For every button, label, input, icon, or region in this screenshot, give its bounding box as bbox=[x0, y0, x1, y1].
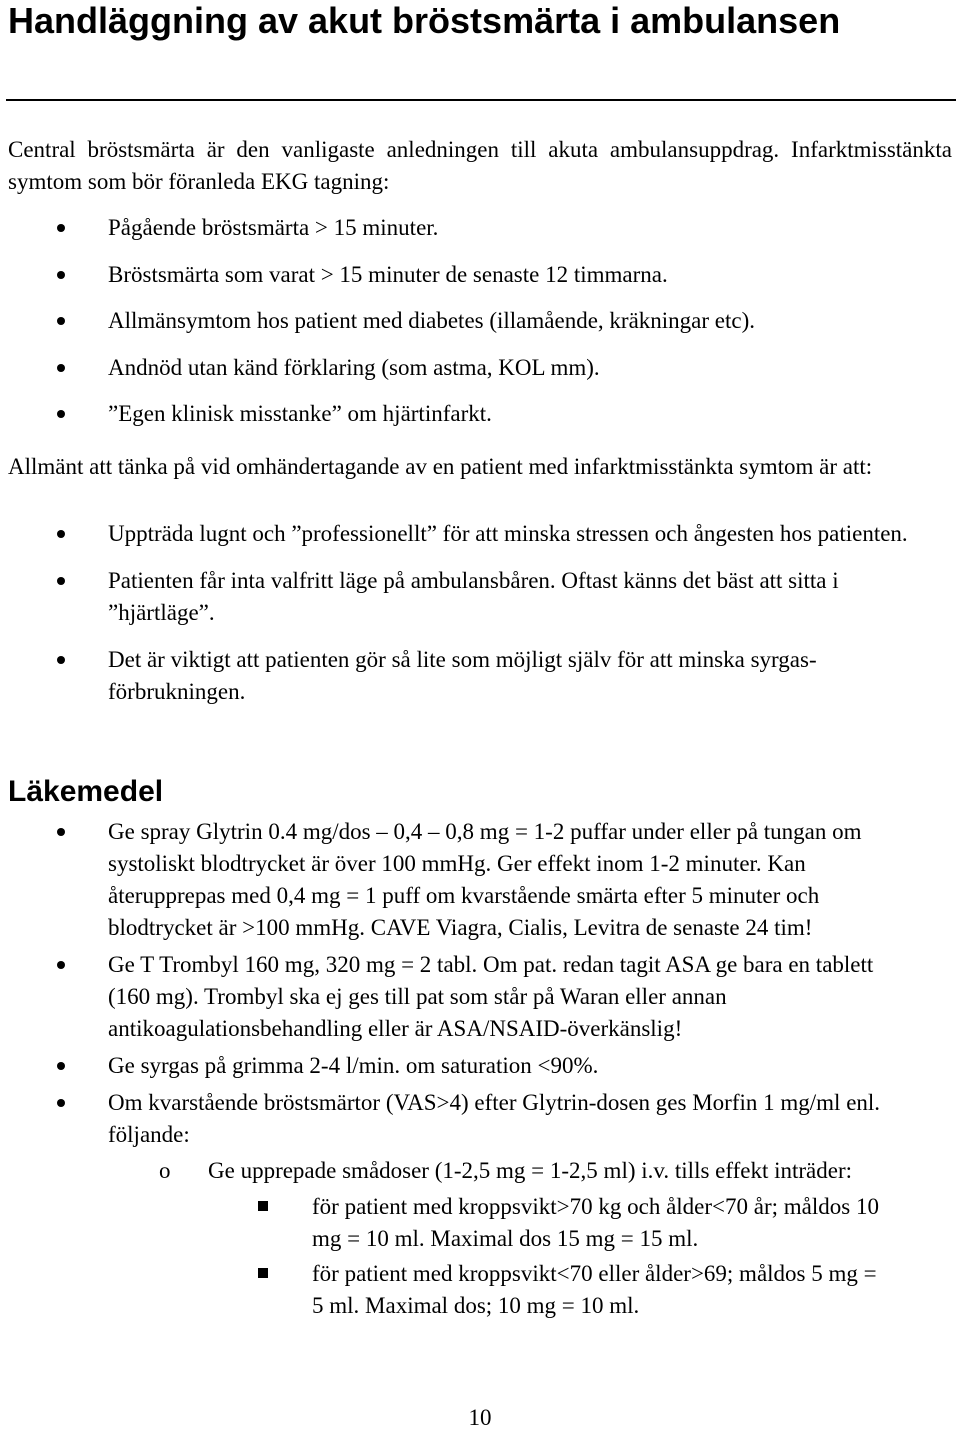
page-number: 10 bbox=[468, 1405, 492, 1430]
sublist-item: för patient med kroppsvikt<70 eller ålder>69; måldos 5 mg = 5 ml. Maximal dos; 10 mg = 10 ml. bbox=[208, 1258, 920, 1322]
circle-bullet-icon: o bbox=[159, 1158, 171, 1183]
list-item: Allmänsymtom hos patient med diabetes (illamående, kräkningar etc). bbox=[0, 305, 960, 337]
intro-paragraph: Central bröstsmärta är den vanligaste anledningen till akuta ambulansuppdrag. Infarktmisstänkta symtom som bör föranleda EKG tagning: bbox=[8, 137, 952, 194]
morphine-sublist bbox=[108, 1155, 920, 1322]
page-title: Handläggning av akut bröstsmärta i ambulansen bbox=[8, 0, 841, 41]
list-item: Uppträda lugnt och ”professionellt” för att minska stressen och ångesten hos patienten. bbox=[0, 518, 960, 550]
list-item: Ge T Trombyl 160 mg, 320 mg = 2 tabl. Om pat. redan tagit ASA ge bara en tablett (160 mg). Trombyl ska ej ges till pat som står på Waran eller annan antikoagulationsbehandling eller är ASA/NSAID-överkänslig! bbox=[0, 949, 960, 1045]
bullet-icon bbox=[57, 410, 65, 418]
general-intro-paragraph: Allmänt att tänka på vid omhändertagande av en patient med infarktmisstänkta symtom är att: bbox=[8, 454, 873, 479]
bullet-icon bbox=[57, 317, 65, 325]
bullet-icon bbox=[57, 961, 65, 969]
list-item: Pågående bröstsmärta > 15 minuter. bbox=[0, 212, 960, 244]
medication-list bbox=[0, 816, 960, 1327]
general-points-list bbox=[0, 518, 960, 723]
list-item: Ge syrgas på grimma 2-4 l/min. om saturation <90%. bbox=[0, 1050, 960, 1082]
bullet-icon bbox=[57, 577, 65, 585]
bullet-icon bbox=[57, 1062, 65, 1070]
list-item: Om kvarstående bröstsmärtor (VAS>4) efter Glytrin-dosen ges Morfin 1 mg/ml enl. följande: o Ge upprepade smådoser (1-2,5 mg = 1-2,5 ml) i.v. tills effekt inträder: för patient med kroppsvikt>70 kg och ålder<70 år; måldos 10 mg = 10 ml. Maximal dos 15 mg = 15 ml. för patient med kroppsvikt<70 eller ålder>69; måldos 5 mg = 5 ml. Maximal dos; 10 mg = 10 ml. bbox=[0, 1087, 960, 1322]
bullet-icon bbox=[57, 271, 65, 279]
bullet-icon bbox=[57, 828, 65, 836]
bullet-icon bbox=[57, 1099, 65, 1107]
square-bullet-icon bbox=[258, 1201, 268, 1211]
dose-sublist bbox=[208, 1191, 920, 1322]
square-bullet-icon bbox=[258, 1268, 268, 1278]
list-item: Patienten får inta valfritt läge på ambulansbåren. Oftast känns det bäst att sitta i ”hjärtläge”. bbox=[0, 565, 960, 629]
list-item: Andnöd utan känd förklaring (som astma, KOL mm). bbox=[0, 352, 960, 384]
list-item: Det är viktigt att patienten gör så lite som möjligt själv för att minska syrgas-förbrukningen. bbox=[0, 644, 960, 708]
section-heading: Läkemedel bbox=[8, 775, 164, 808]
bullet-icon bbox=[57, 224, 65, 232]
list-item: Ge spray Glytrin 0.4 mg/dos – 0,4 – 0,8 mg = 1-2 puffar under eller på tungan om systoliskt blodtrycket är över 100 mmHg. Ger effekt inom 1-2 minuter. Kan återupprepas med 0,4 mg = 1 puff om kvarstående smärta efter 5 minuter och blodtrycket är >100 mmHg. CAVE Viagra, Cialis, Levitra de senaste 24 tim! bbox=[0, 816, 960, 944]
list-item: ”Egen klinisk misstanke” om hjärtinfarkt. bbox=[0, 398, 960, 430]
list-item: Bröstsmärta som varat > 15 minuter de senaste 12 timmarna. bbox=[0, 259, 960, 291]
sublist-item: för patient med kroppsvikt>70 kg och ålder<70 år; måldos 10 mg = 10 ml. Maximal dos 15 mg = 15 ml. bbox=[208, 1191, 920, 1255]
symptom-list bbox=[0, 212, 960, 445]
bullet-icon bbox=[57, 530, 65, 538]
bullet-icon bbox=[57, 364, 65, 372]
sublist-item: o Ge upprepade smådoser (1-2,5 mg = 1-2,5 ml) i.v. tills effekt inträder: för patient med kroppsvikt>70 kg och ålder<70 år; måldos 10 mg = 10 ml. Maximal dos 15 mg = 15 ml. för patient med kroppsvikt<70 eller ålder>69; måldos 5 mg = 5 ml. Maximal dos; 10 mg = 10 ml. bbox=[108, 1155, 920, 1322]
bullet-icon bbox=[57, 656, 65, 664]
title-rule bbox=[6, 99, 956, 101]
